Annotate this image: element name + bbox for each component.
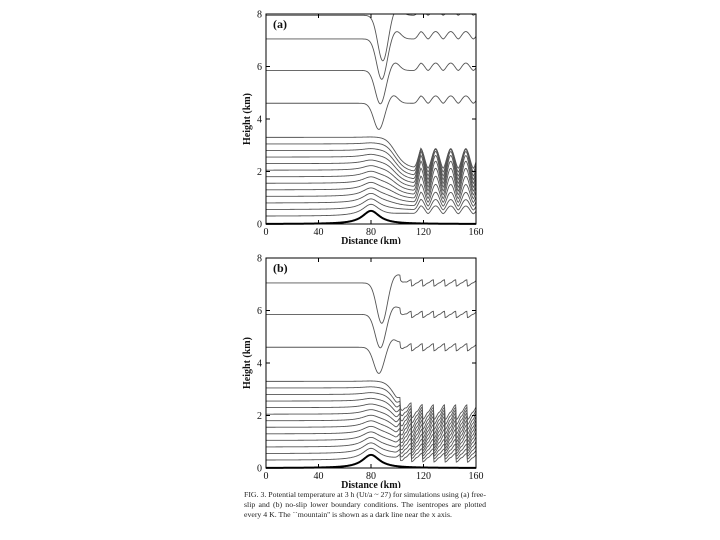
- panel-label: (a): [273, 17, 287, 31]
- isentrope-line: [266, 32, 476, 80]
- x-tick-label: 80: [366, 471, 376, 482]
- y-axis-label: Height (km): [242, 93, 253, 145]
- panel-a: [240, 4, 490, 249]
- isentrope-line: [266, 307, 476, 348]
- y-tick-label: 8: [257, 9, 262, 21]
- x-tick-label: 0: [263, 471, 269, 482]
- isentropes: [266, 14, 476, 216]
- x-tick-label: 80: [366, 227, 376, 238]
- panel-label: (b): [273, 261, 288, 275]
- isentrope-line: [266, 148, 476, 175]
- x-axis-label: Distance (km): [341, 236, 401, 244]
- panel-b: [240, 248, 490, 493]
- y-tick-label: 0: [257, 463, 262, 475]
- isentropes: [266, 275, 476, 462]
- x-tick-label: 120: [416, 227, 431, 238]
- y-tick-label: 0: [257, 219, 262, 231]
- isentrope-line: [266, 63, 476, 104]
- y-tick-label: 4: [257, 358, 262, 370]
- x-axis-label: Distance (km): [341, 480, 401, 488]
- x-tick-label: 0: [263, 227, 269, 238]
- chart-panel-b: [240, 248, 490, 488]
- x-tick-label: 160: [468, 227, 484, 238]
- isentrope-line: [266, 151, 476, 183]
- y-tick-label: 4: [257, 114, 262, 126]
- isentrope-line: [266, 340, 476, 374]
- y-tick-label: 6: [257, 62, 262, 73]
- x-tick-label: 160: [468, 471, 484, 482]
- y-tick-label: 2: [257, 411, 262, 422]
- isentrope-line: [266, 149, 476, 180]
- x-tick-label: 40: [313, 471, 324, 482]
- y-tick-label: 6: [257, 306, 262, 317]
- y-tick-label: 8: [257, 253, 262, 265]
- isentrope-line: [266, 96, 476, 130]
- x-tick-label: 120: [416, 471, 431, 482]
- figure-caption: FIG. 3. Potential temperature at 3 h (Ut/a ~ 27) for simulations using (a) free-slip and (b) no-slip lower boundary conditions. The isentropes are plotted every 4 K. The ``mountain'' is shown as a dark line near the x axis.: [244, 490, 486, 520]
- y-tick-label: 2: [257, 167, 262, 178]
- x-tick-label: 40: [313, 227, 324, 238]
- isentrope-line: [266, 275, 476, 323]
- chart-panel-a: [240, 4, 490, 244]
- y-axis-label: Height (km): [242, 337, 253, 389]
